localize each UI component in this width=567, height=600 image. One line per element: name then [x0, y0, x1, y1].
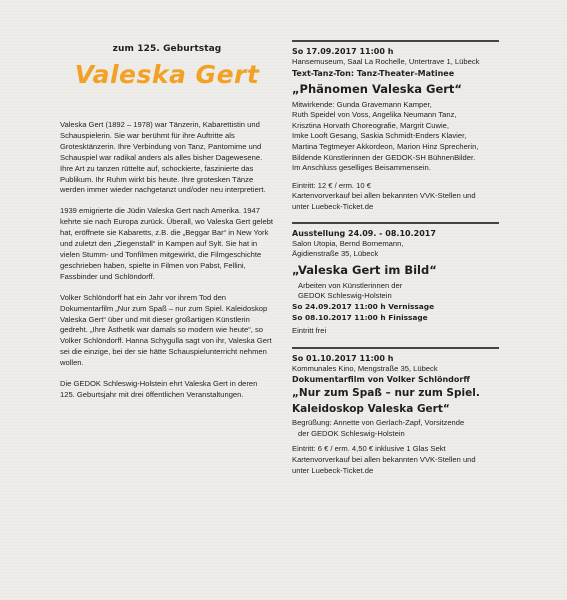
occasion-heading: zum 125. Geburtstag: [112, 44, 222, 54]
event-finissage: So 08.10.2017 11:00 h Finissage: [292, 312, 428, 322]
event-venue: Ägidienstraße 35, Lübeck: [292, 249, 379, 259]
event-ticket-info: unter Luebeck-Ticket.de: [292, 201, 374, 211]
event-date: Ausstellung 24.09. - 08.10.2017: [292, 228, 436, 238]
event-ticket-price: Eintritt: 6 € / erm. 4,50 € inklusive 1 Glas Sekt: [292, 444, 446, 454]
event-title: „Phänomen Valeska Gert“: [292, 81, 462, 96]
event-detail: Arbeiten von Künstlerinnen der: [298, 280, 403, 290]
event-matinee: [292, 42, 503, 213]
event-ticket-info: Kartenvorverkauf bei allen bekannten VVK-Stellen und: [292, 191, 476, 201]
event-ticket-info: Kartenvorverkauf bei allen bekannten VVK-Stellen und: [292, 455, 476, 465]
event-category: Text-Tanz-Ton: Tanz-Theater-Matinee: [292, 68, 455, 78]
event-date: So 01.10.2017 11:00 h: [292, 353, 394, 363]
event-detail: der GEDOK Schleswig-Holstein: [298, 428, 405, 438]
bio-paragraph: Die GEDOK Schleswig-Holstein ehrt Valeska Gert in deren 125. Geburtsjahr mit drei öffentlichen Veranstaltungen.: [60, 379, 258, 399]
event-detail: Martina Tegtmeyer Akkordeon, Marion Hinz Sprecherin,: [292, 141, 479, 151]
event-detail: Begrüßung: Annette von Gerlach-Zapf, Vorsitzende: [292, 418, 465, 428]
event-detail: Krisztina Horvath Choreografie, Margrit Cuwie,: [292, 120, 449, 130]
event-detail: Im Anschluss geselliges Beisammensein.: [292, 163, 431, 173]
events-column: [292, 40, 503, 476]
event-detail: Imke Looft Gesang, Saskia Schmidt-Enders Klavier,: [292, 131, 467, 141]
event-ticket-price: Eintritt: 12 € / erm. 10 €: [292, 180, 371, 190]
event-detail: Ruth Speidel von Voss, Angelika Neumann Tanz,: [292, 110, 457, 120]
event-title: Kaleidoskop Valeska Gert“: [292, 402, 450, 415]
event-exhibition: [292, 224, 503, 337]
page-title: Valeska Gert: [74, 60, 260, 89]
event-venue: Salon Utopia, Bernd Bornemann,: [292, 238, 404, 248]
bio-paragraph: Valeska Gert (1892 – 1978) war Tänzerin, Kabarettistin und Schauspielerin. Sie war berühmt für ihre Auftritte als Grotesktänzerin. Ihre Verbindung von Tanz, Pantomime und Schauspiel war radikal anders als alles bisher Dagewesene. Ihre Art zu tanzen rüttelte auf, schockierte, faszinierte das Publikum. Ihr Ruhm wirkt bis heute. Ihre grotesken Tänze werden immer wieder nachgetanzt und/oder neu interpretiert.: [60, 120, 266, 195]
event-detail: Bildende Künstlerinnen der GEDOK-SH BühnenBilder.: [292, 152, 476, 162]
event-film: [292, 349, 503, 477]
event-vernissage: So 24.09.2017 11:00 h Vernissage: [292, 301, 435, 311]
event-ticket-info: unter Luebeck-Ticket.de: [292, 465, 374, 475]
event-ticket-price: Eintritt frei: [292, 326, 327, 336]
event-title: „Valeska Gert im Bild“: [292, 262, 437, 277]
event-detail: GEDOK Schleswig-Holstein: [298, 291, 392, 301]
event-detail: Mitwirkende: Gunda Gravemann Kamper,: [292, 99, 432, 109]
event-venue: Hansemuseum, Saal La Rochelle, Untertrave 1, Lübeck: [292, 57, 480, 66]
event-date: So 17.09.2017 11:00 h: [292, 47, 394, 56]
bio-paragraph: 1939 emigrierte die Jüdin Valeska Gert nach Amerika. 1947 kehrte sie nach Europa zurück. Überall, wo Valeska Gert gelebt hat, eröffnete sie Kabaretts, z.B. die „Beggar Bar“ in New York und zuletzt den „Ziegenstall“ in Kampen auf Sylt. Sie hat in vielen Stumm- und Tonfilmen mitgewirkt, die Filmgeschichte geschrieben haben, spielte in Filmen von Pabst, Fellini, Fassbinder und Schlöndorff.: [60, 206, 274, 281]
event-title: „Nur zum Spaß – nur zum Spiel.: [292, 387, 480, 400]
intro-column: [60, 44, 274, 411]
event-category: Dokumentarfilm von Volker Schlöndorff: [292, 375, 470, 385]
event-venue: Kommunales Kino, Mengstraße 35, Lübeck: [292, 363, 438, 373]
bio-paragraph: Volker Schlöndorff hat ein Jahr vor ihrem Tod den Dokumentarfilm „Nur zum Spaß – nur zum Spiel. Kaleidoskop Valeska Gert“ über und mit dieser großartigen Künstlerin gedreht. „Ihre Ästhetik war damals so modern wie heute“, so Volker Schlöndorff. Hanna Schygulla sagt von ihr, Valeska Gert sei die einzige, bei der sie hätte Schauspielunterricht nehmen wollen.: [60, 292, 272, 368]
